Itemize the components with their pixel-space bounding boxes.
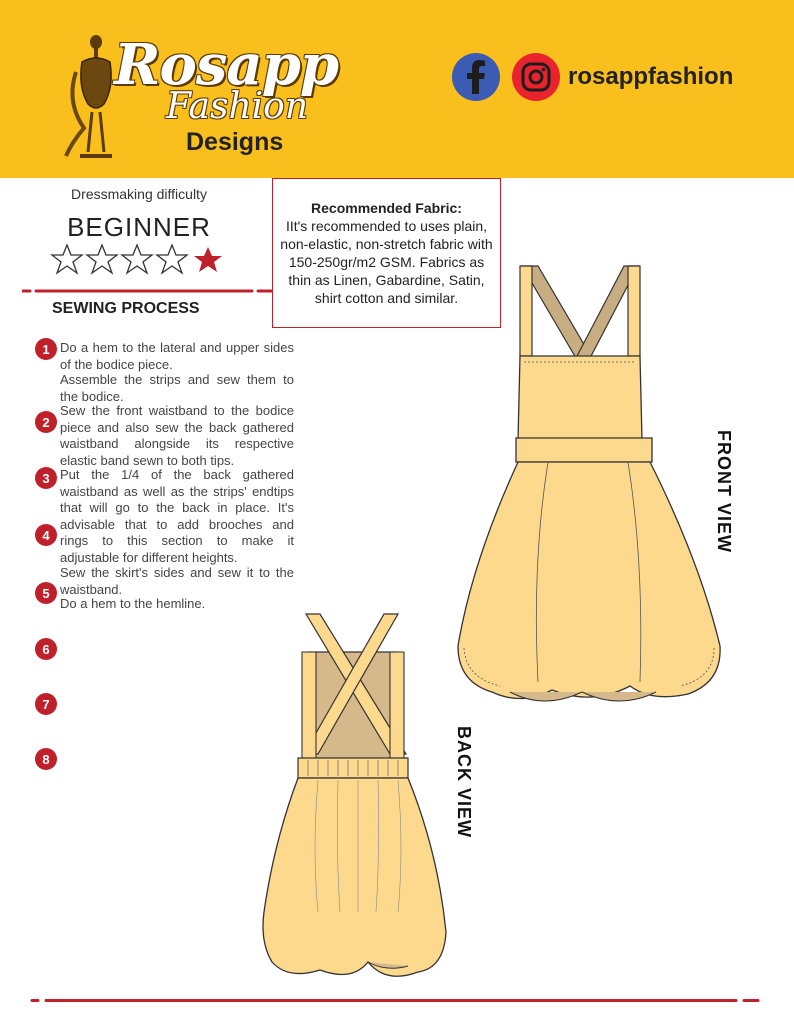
- fabric-description: IIt's recommended to uses plain, non-elastic, non-stretch fabric with 150-250gr/m2 GSM. Fabrics as thin as Linen, Gabardine, Satin, shirt cotton and similar.: [280, 218, 493, 306]
- step-number: 2: [35, 411, 57, 433]
- social-links: [452, 52, 733, 102]
- star-empty-icon: [122, 245, 152, 273]
- brand-logo[interactable]: [62, 22, 339, 162]
- step-number: 7: [35, 693, 57, 715]
- footer-divider: [30, 998, 760, 1003]
- step-text: Do a hem to the hemline.: [60, 596, 206, 611]
- star-empty-icon: [157, 245, 187, 273]
- step-text: Sew the skirt's sides and sew it to the waistband.: [60, 565, 294, 597]
- social-handle[interactable]: rosappfashion: [568, 63, 734, 90]
- back-view-label: BACK VIEW: [454, 726, 474, 838]
- instagram-icon[interactable]: [512, 53, 560, 101]
- fabric-title: Recommended Fabric:: [311, 200, 462, 216]
- star-filled-icon: [194, 247, 222, 272]
- step-number: 8: [35, 748, 57, 770]
- logo-subtitle: Designs: [186, 128, 284, 156]
- front-view-label: FRONT VIEW: [714, 430, 734, 553]
- back-view-illustration: [258, 612, 448, 986]
- star-empty-icon: [87, 245, 117, 273]
- logo-script-text: Rosapp: [114, 32, 339, 98]
- step-number: 3: [35, 467, 57, 489]
- header-banner: [0, 0, 794, 178]
- logo-script-text-2: Fashion: [166, 86, 309, 127]
- front-view-label-box: [702, 430, 742, 570]
- step-text: Sew the front waistband to the bodice piece and also sew the back gathered waistband alongside its respective elastic band sewn to both tips.: [60, 403, 294, 468]
- step-number: 5: [35, 582, 57, 604]
- difficulty-caption: Dressmaking difficulty: [71, 186, 207, 202]
- step-number: 4: [35, 524, 57, 546]
- difficulty-stars: [50, 242, 230, 280]
- star-empty-icon: [52, 245, 82, 273]
- step-text: Assemble the strips and sew them to the bodice.: [60, 372, 294, 404]
- step-text: Do a hem to the lateral and upper sides of the bodice piece.: [60, 340, 294, 372]
- front-view-illustration: [452, 262, 724, 732]
- step-text: Put the 1/4 of the back gathered waistband as well as the strips' endtips that will go to the back in place. It's advisable that to add brooches and rings to this section to make it adjustable for different heights.: [60, 467, 294, 565]
- step-number: 1: [35, 338, 57, 360]
- sewing-process-title: SEWING PROCESS: [52, 300, 200, 317]
- step-number: 6: [35, 638, 57, 660]
- difficulty-level: BEGINNER: [67, 212, 211, 242]
- section-divider: [22, 289, 274, 293]
- back-view-label-box: [448, 726, 488, 846]
- facebook-icon[interactable]: [452, 53, 500, 101]
